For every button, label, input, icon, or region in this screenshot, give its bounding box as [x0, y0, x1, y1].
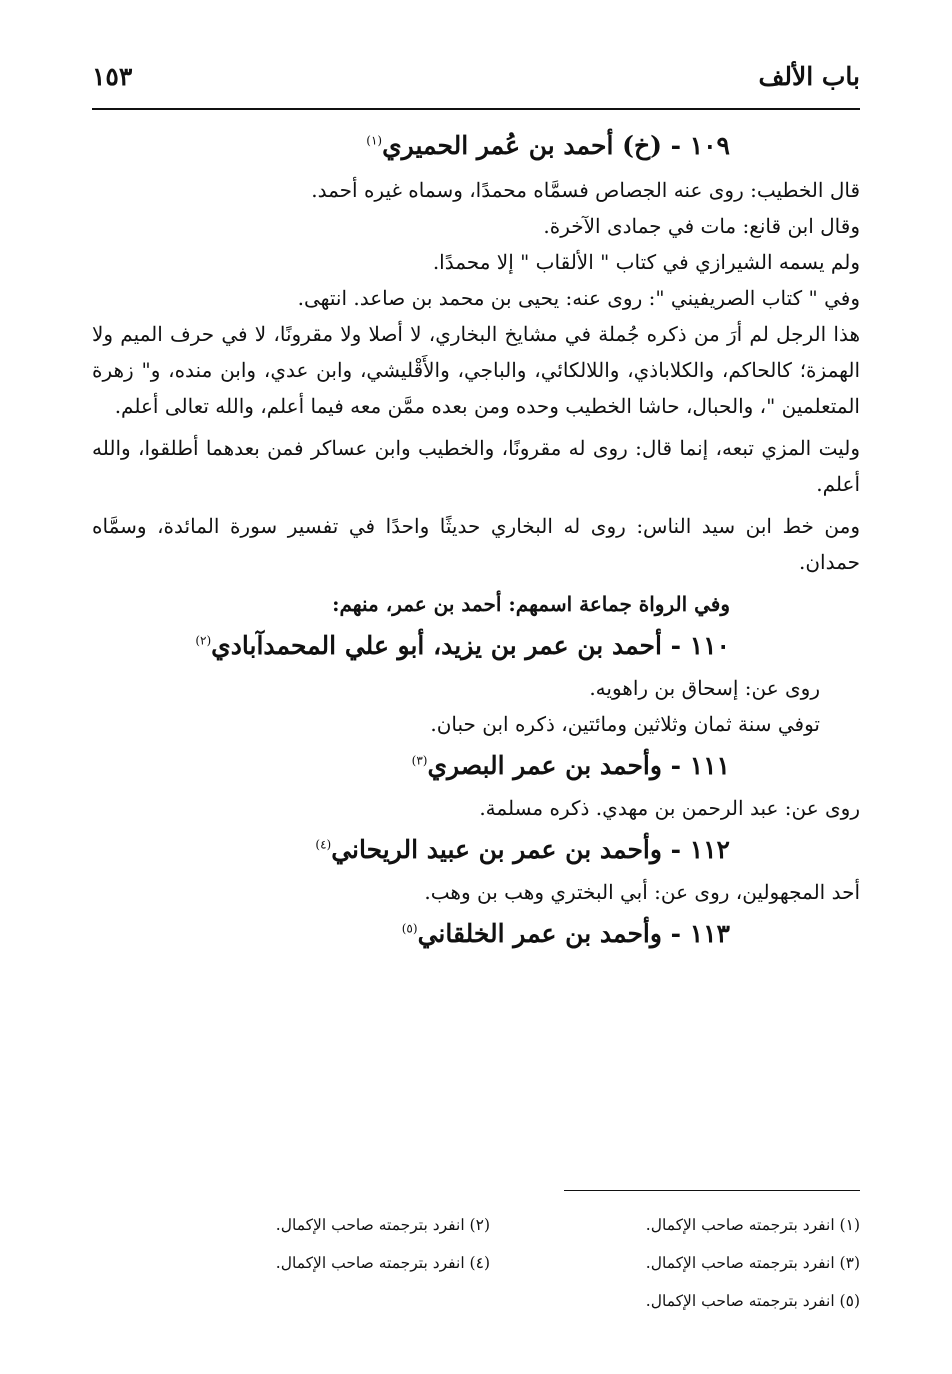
footnote-3: (٣) انفرد بترجمته صاحب الإكمال.	[645, 1254, 860, 1272]
footnote-5: (٥) انفرد بترجمته صاحب الإكمال.	[645, 1292, 860, 1310]
entry-title-112	[92, 826, 860, 874]
entry-title-109	[92, 120, 860, 172]
group-intro: وفي الرواة جماعة اسمهم: أحمد بن عمر، منهم:	[332, 592, 730, 616]
paragraph: هذا الرجل لم أرَ من ذكره جُملة في مشايخ البخاري، لا أصلا ولا مقرونًا، لا في حرف الميم ولا الهمزة؛ كالحاكم، والكلاباذي، واللالكائي، والباجي، والأَقْليشي، وابن عدي، وابن منده، و" زهرة المتعلمين "، والحبال، حاشا الخطيب وحده ومن بعده ممَّن معه فيما أعلم، والله تعالى أعلم.	[92, 322, 860, 418]
footnote-rule	[564, 1190, 860, 1191]
paragraph: ولم يسمه الشيرازي في كتاب " الألقاب " إلا محمدًا.	[432, 250, 860, 274]
paragraph: ومن خط ابن سيد الناس: روى له البخاري حديثًا واحدًا في تفسير سورة المائدة، وسمَّاه حمدان.	[92, 514, 860, 574]
paragraph: وليت المزي تبعه، إنما قال: روى له مقرونًا، والخطيب وابن عساكر فمن بعدهما أطلقوا، والله أعلم.	[92, 436, 860, 496]
paragraph: قال الخطيب: روى عنه الجصاص فسمَّاه محمدًا، وسماه غيره أحمد.	[311, 178, 860, 202]
footnote-ref-1: (١)	[366, 133, 383, 148]
entry-title-text: ١١٣ - وأحمد بن عمر الخلقاني	[417, 919, 730, 948]
entry-title-113	[92, 910, 860, 958]
paragraph: وفي " كتاب الصريفيني ": روى عنه: يحيى بن محمد بن صاعد. انتهى.	[297, 286, 860, 310]
paragraph: روى عن: عبد الرحمن بن مهدي. ذكره مسلمة.	[479, 796, 860, 820]
entry-title-text: ١١٢ - وأحمد بن عمر بن عبيد الريحاني	[331, 835, 730, 864]
main-text	[92, 120, 860, 958]
entry-title-text: ١١١ - وأحمد بن عمر البصري	[427, 751, 730, 780]
chapter-title: باب الألف	[758, 62, 860, 91]
footnote-ref-2: (٢)	[195, 633, 212, 648]
page-number: ١٥٣	[92, 62, 133, 91]
entry-title-110	[92, 622, 860, 670]
running-header	[92, 62, 860, 104]
footnote-1: (١) انفرد بترجمته صاحب الإكمال.	[645, 1216, 860, 1234]
paragraph: روى عن: إسحاق بن راهويه.	[589, 676, 820, 700]
footnote-ref-3: (٣)	[411, 753, 428, 768]
footnote-2: (٢) انفرد بترجمته صاحب الإكمال.	[275, 1216, 490, 1234]
footnote-ref-5: (٥)	[401, 921, 418, 936]
paragraph: أحد المجهولين، روى عن: أبي البختري وهب بن وهب.	[424, 880, 860, 904]
paragraph: توفي سنة ثمان وثلاثين ومائتين، ذكره ابن حبان.	[430, 712, 820, 736]
entry-title-text: ١١٠ - أحمد بن عمر بن يزيد، أبو علي المحمدآبادي	[211, 631, 730, 660]
header-rule	[92, 108, 860, 110]
footnote-4: (٤) انفرد بترجمته صاحب الإكمال.	[275, 1254, 490, 1272]
footnote-ref-4: (٤)	[315, 837, 332, 852]
entry-title-111	[92, 742, 860, 790]
entry-title-text: ١٠٩ - (خ) أحمد بن عُمر الحميري	[382, 131, 730, 160]
paragraph: وقال ابن قانع: مات في جمادى الآخرة.	[543, 214, 860, 238]
